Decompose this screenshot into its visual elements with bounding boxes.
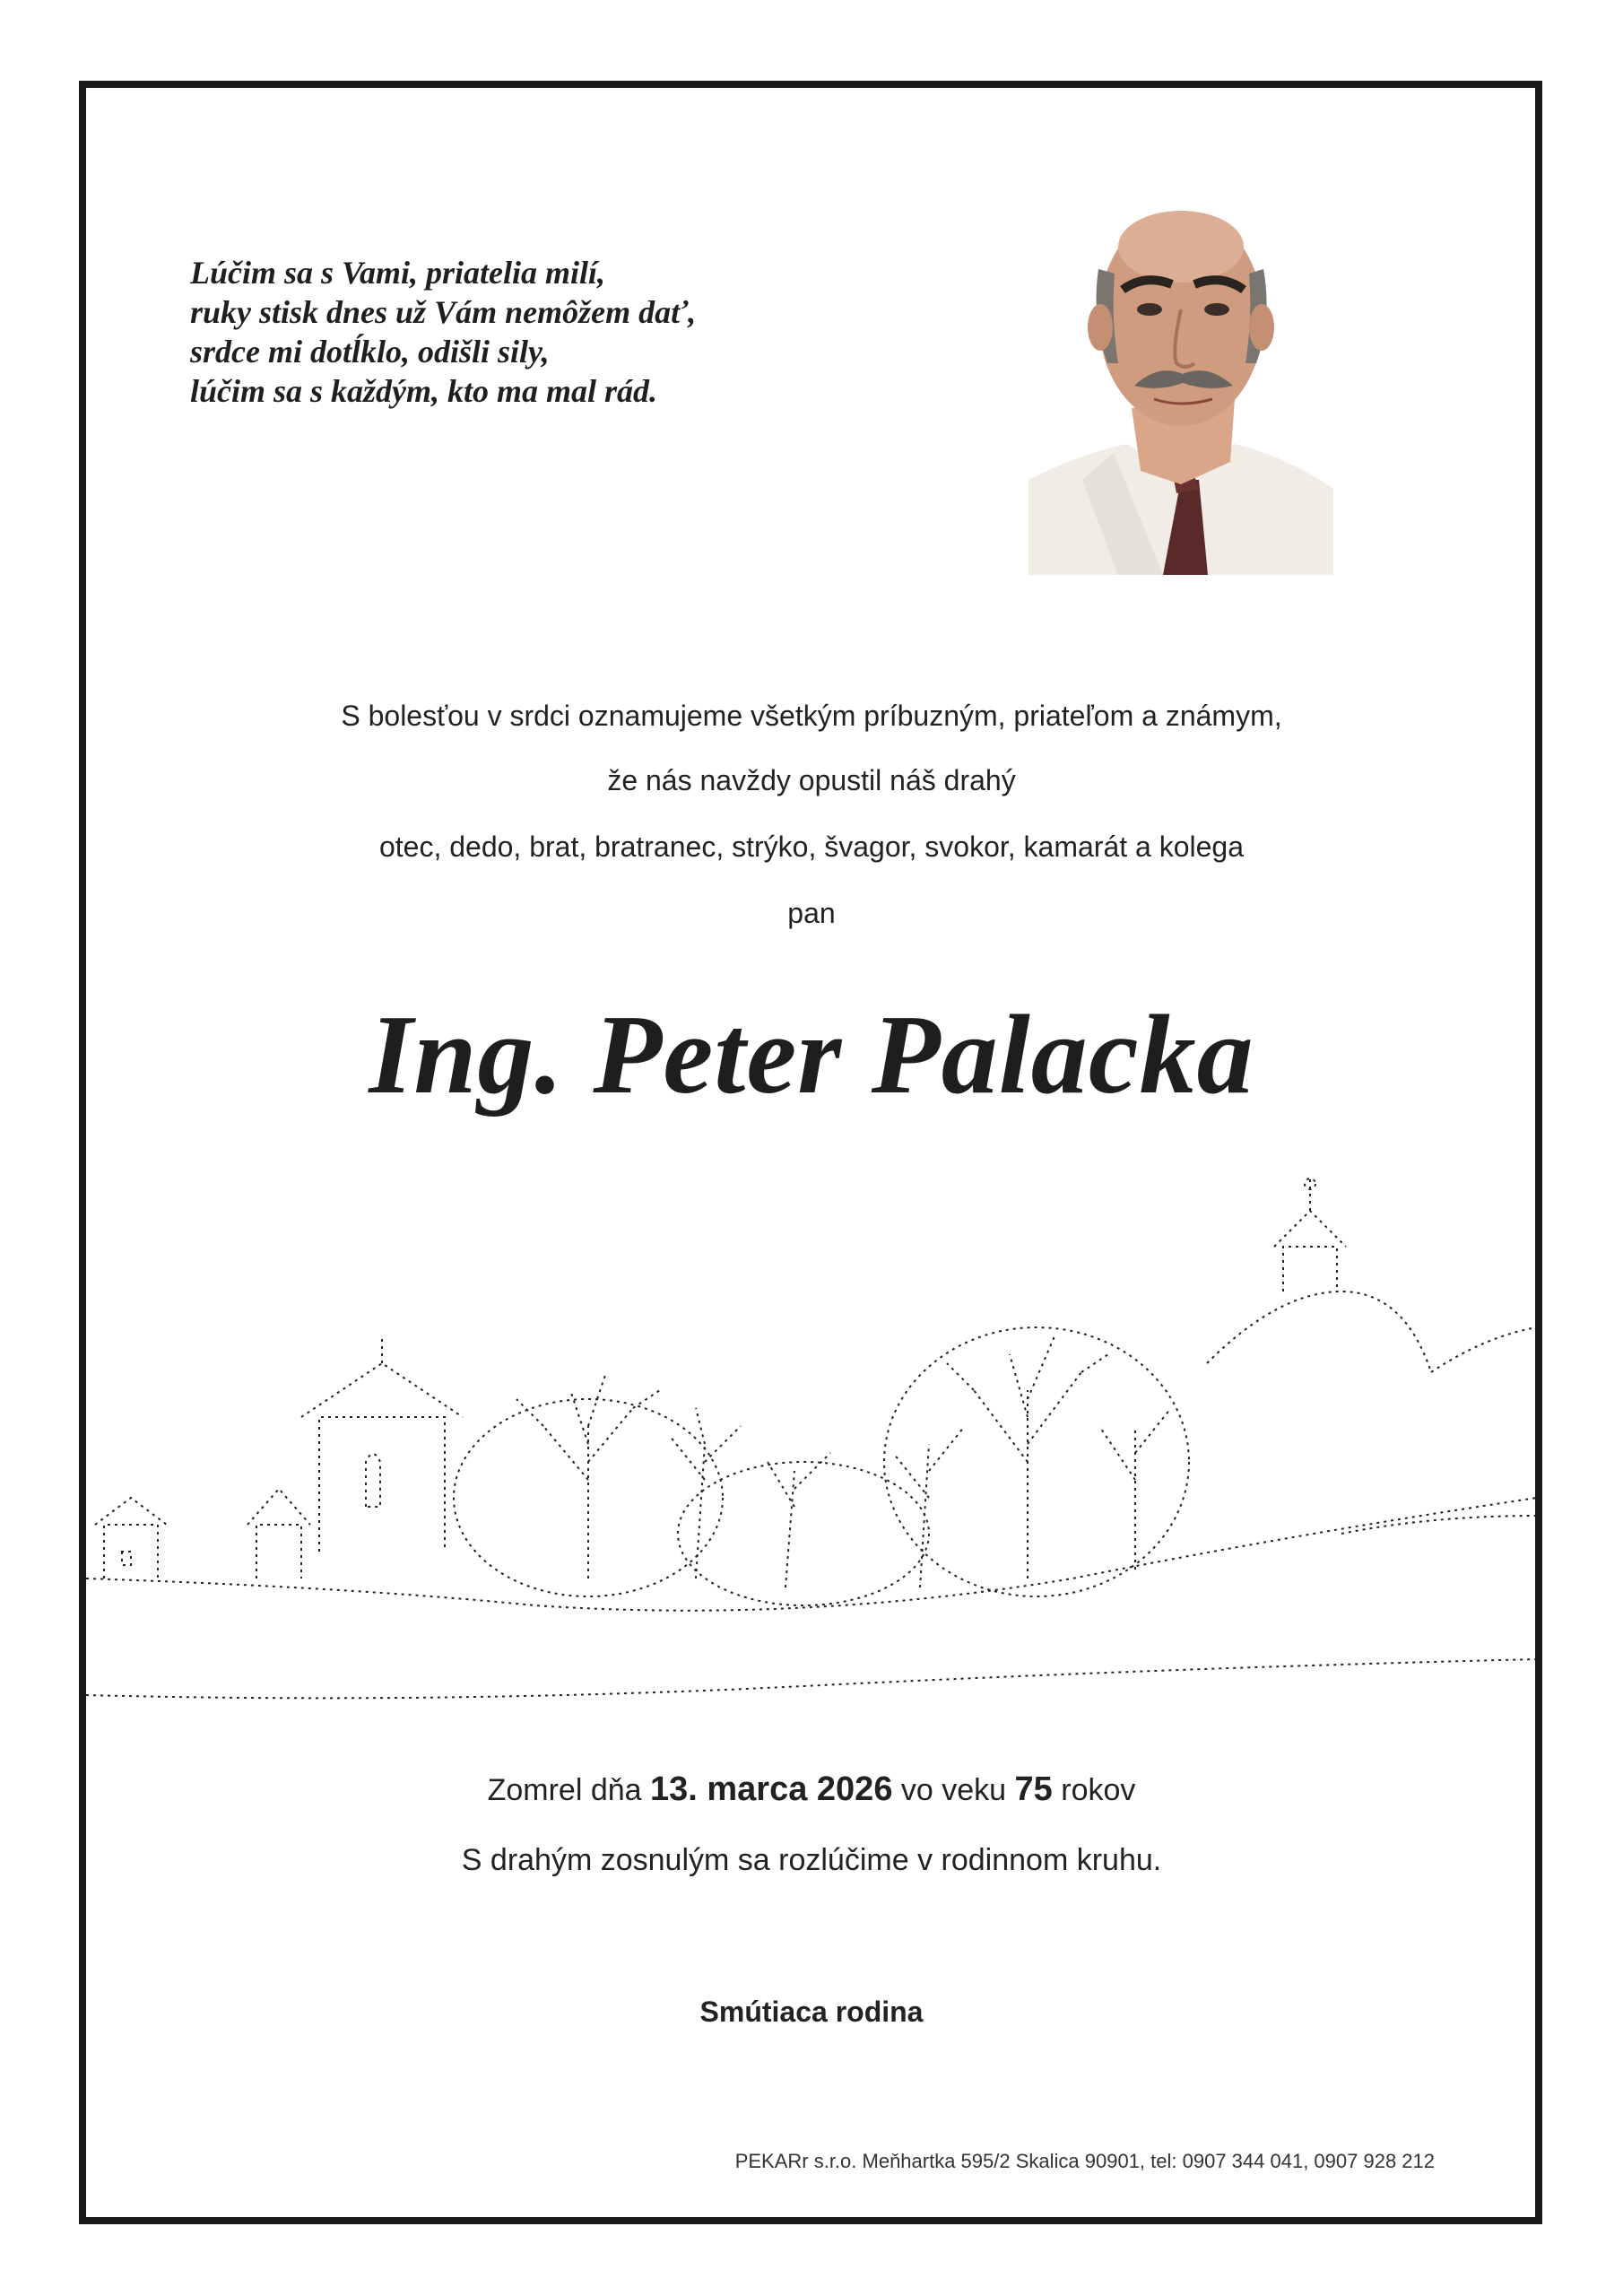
announcement-line-1: S bolesťou v srdci oznamujeme všetkým príbuzným, priateľom a známym, [341, 700, 1282, 732]
announcement-line-3: otec, dedo, brat, bratranec, strýko, švagor, svokor, kamarát a kolega [378, 831, 1245, 863]
announcement-line-4: pan [787, 897, 836, 929]
funeral-service-footer: PEKARr s.r.o. Meňhartka 595/2 Skalica 90901, tel: 0907 344 041, 0907 928 212 [734, 2150, 1435, 2172]
poem-line: srdce mi dotĺklo, odišli sily, [190, 334, 550, 370]
poem-line: lúčim sa s každým, kto ma mal rád. [190, 373, 658, 409]
portrait-photo [1028, 184, 1333, 575]
winter-village-illustration [86, 1157, 1537, 1767]
deceased-name: Ing. Peter Palacka [369, 993, 1254, 1118]
poem-line: ruky stisk dnes už Vám nemôžem dať, [190, 294, 697, 330]
farewell-note: S drahým zosnulým sa rozlúčime v rodinnom kruhu. [461, 1843, 1162, 1877]
death-suffix: rokov [1052, 1773, 1136, 1807]
death-date: 13. marca 2026 [650, 1770, 893, 1808]
death-age: 75 [1014, 1770, 1053, 1808]
death-middle: vo veku [892, 1773, 1015, 1807]
death-info [0, 1770, 1623, 1809]
mourning-family: Smútiaca rodina [699, 1996, 924, 2028]
death-prefix: Zomrel dňa [487, 1773, 650, 1807]
poem-line: Lúčim sa s Vami, priatelia milí, [190, 255, 606, 291]
farewell-poem [190, 253, 818, 411]
announcement-line-2: že nás navždy opustil náš drahý [607, 764, 1016, 796]
